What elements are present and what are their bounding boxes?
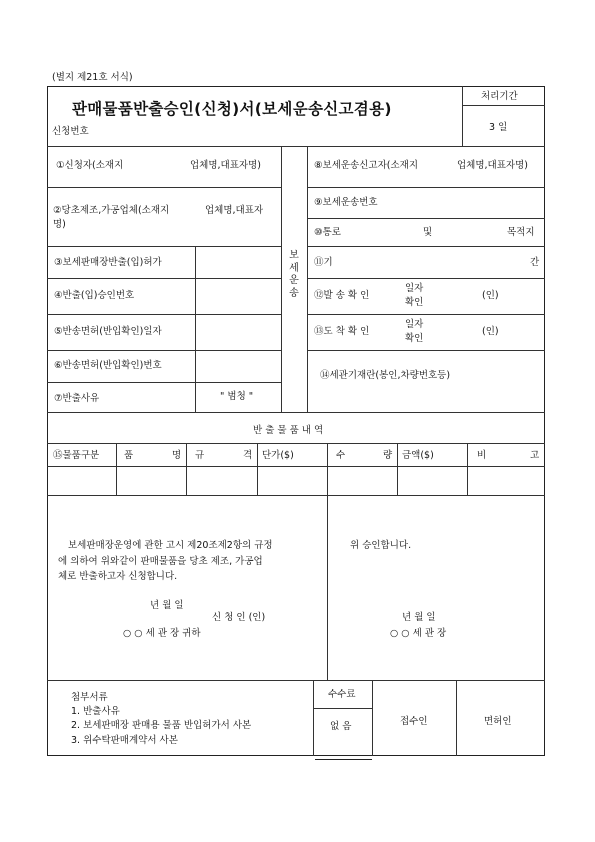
row-line <box>307 187 545 188</box>
fee-label: 수수료 <box>328 689 356 700</box>
fee-value: 없 음 <box>330 721 352 732</box>
arrival-confirm-label: 확인 <box>405 333 424 344</box>
receiver-label: 접수인 <box>400 716 428 727</box>
col-divider <box>467 443 468 495</box>
field-original-maker: ②당초제조,가공업체(소재지 <box>53 205 170 216</box>
approval-signer: ○ ○ 세 관 장 <box>390 628 447 639</box>
row-line <box>307 350 545 351</box>
field-applicant-sub: 업체명,대표자명) <box>190 160 261 171</box>
footer-divider <box>372 680 373 756</box>
row-line <box>47 246 281 247</box>
col-divider <box>186 443 187 495</box>
declaration-addressee: ○ ○ 세 관 장 귀하 <box>123 628 201 639</box>
period-divider <box>462 105 545 106</box>
footer-top-line <box>47 680 545 681</box>
items-section-title: 반 출 물 품 내 역 <box>253 425 324 436</box>
declaration-line-2: 에 의하여 위와같이 판매물품을 당초 제조, 가공업 <box>58 556 263 567</box>
col-header-amount: 금액($) <box>402 450 434 461</box>
field-original-maker-sub2: 명) <box>53 219 66 230</box>
items-header-line <box>47 466 545 467</box>
transport-divider-left <box>281 146 282 412</box>
row-line <box>47 382 281 383</box>
row-line <box>307 278 545 279</box>
col-header-category: ⑮물품구분 <box>53 450 100 461</box>
value-divider <box>195 246 196 412</box>
transport-vertical-label <box>288 250 300 300</box>
header-divider <box>462 86 463 146</box>
processing-period-label: 처리기간 <box>481 91 518 102</box>
field-route: ⑩통로 <box>314 227 341 238</box>
declaration-date: 년 월 일 <box>150 600 184 611</box>
transport-char: 운 <box>289 275 299 286</box>
header-bottom-line <box>47 146 545 147</box>
col-divider <box>397 443 398 495</box>
col-header-spec-a: 규 <box>195 450 205 461</box>
application-no-label: 신청번호 <box>52 126 89 137</box>
items-top-line <box>47 412 545 413</box>
items-title-line <box>47 443 545 444</box>
declaration-applicant: 신 청 인 (인) <box>212 612 266 623</box>
field-customs-note: ⑭세관기재란(봉인,차량번호등) <box>320 370 451 381</box>
field-applicant: ①신청자(소재지 <box>56 160 124 171</box>
col-header-qty-b: 량 <box>383 450 393 461</box>
row-line <box>47 278 281 279</box>
approval-line: 위 승인합니다. <box>350 540 412 551</box>
declaration-line-3: 체로 반출하고자 신청합니다. <box>58 571 178 582</box>
field-arrival-confirm: ⑬도 착 확 인 <box>314 326 370 337</box>
col-header-name-b: 명 <box>172 450 182 461</box>
row-line <box>307 246 545 247</box>
row-line <box>47 187 281 188</box>
field-dispatch-confirm: ⑫발 송 확 인 <box>314 290 370 301</box>
field-return-date: ⑤반송면허(반입확인)일자 <box>54 326 162 337</box>
col-divider <box>116 443 117 495</box>
col-header-name-a: 품 <box>124 450 134 461</box>
col-header-remark-b: 고 <box>530 450 540 461</box>
dispatch-confirm-label: 확인 <box>405 297 424 308</box>
field-transport-no: ⑨보세운송번호 <box>314 197 378 208</box>
field-route-and: 및 <box>423 227 433 238</box>
attachment-item: 3. 위수탁판매계약서 사본 <box>71 735 178 746</box>
dispatch-seal: (인) <box>482 290 499 301</box>
fee-divider <box>313 708 372 709</box>
field-transport-declarant-sub: 업체명,대표자명) <box>457 160 528 171</box>
footer-divider <box>456 680 457 756</box>
bottom-rule <box>315 759 372 760</box>
row-line <box>47 350 281 351</box>
declaration-divider <box>327 495 328 680</box>
dispatch-date-label: 일자 <box>405 283 424 294</box>
row-line <box>307 314 545 315</box>
field-original-maker-sub: 업체명,대표자 <box>205 205 264 216</box>
col-header-spec-b: 격 <box>243 450 253 461</box>
attachments-title: 첨부서류 <box>71 692 108 703</box>
field-return-no: ⑥반송면허(반입확인)번호 <box>54 360 162 371</box>
footer-divider <box>313 680 314 756</box>
licensee-label: 면허인 <box>484 716 512 727</box>
form-title: 판매물품반출승인(신청)서(보세운송신고겸용) <box>72 100 392 118</box>
field-store-permit: ③보세판매장반출(입)허가 <box>54 257 162 268</box>
processing-period-value: 3 일 <box>489 122 508 133</box>
col-header-unit-price: 단가($) <box>262 450 294 461</box>
approval-date: 년 월 일 <box>402 612 436 623</box>
items-row-line <box>47 495 545 496</box>
col-divider <box>257 443 258 495</box>
arrival-date-label: 일자 <box>405 319 424 330</box>
field-reason-value: " 범청 " <box>220 391 254 402</box>
field-period: ⑪기 <box>314 257 333 268</box>
declaration-line-1: 보세판매장운영에 관한 고시 제20조제2항의 규정 <box>68 540 273 551</box>
field-transport-declarant: ⑧보세운송신고자(소재지 <box>314 160 418 171</box>
field-approval-no: ④반출(입)승인번호 <box>54 290 135 301</box>
transport-char: 송 <box>289 287 299 299</box>
col-divider <box>327 443 328 495</box>
row-line <box>307 218 545 219</box>
row-line <box>47 314 281 315</box>
field-route-dest: 목적지 <box>507 227 535 238</box>
attachment-item: 2. 보세판매장 판매용 물품 반입허가서 사본 <box>71 720 252 731</box>
attachment-item: 1. 반출사유 <box>71 706 120 717</box>
transport-char: 세 <box>289 262 299 274</box>
arrival-seal: (인) <box>482 326 499 337</box>
field-reason: ⑦반출사유 <box>54 393 100 404</box>
col-header-remark-a: 비 <box>477 450 487 461</box>
transport-char: 보 <box>289 250 299 261</box>
col-header-qty-a: 수 <box>336 450 346 461</box>
transport-divider-right <box>307 146 308 412</box>
form-id: (별지 제21호 서식) <box>52 72 133 83</box>
field-period-end: 간 <box>530 257 540 268</box>
